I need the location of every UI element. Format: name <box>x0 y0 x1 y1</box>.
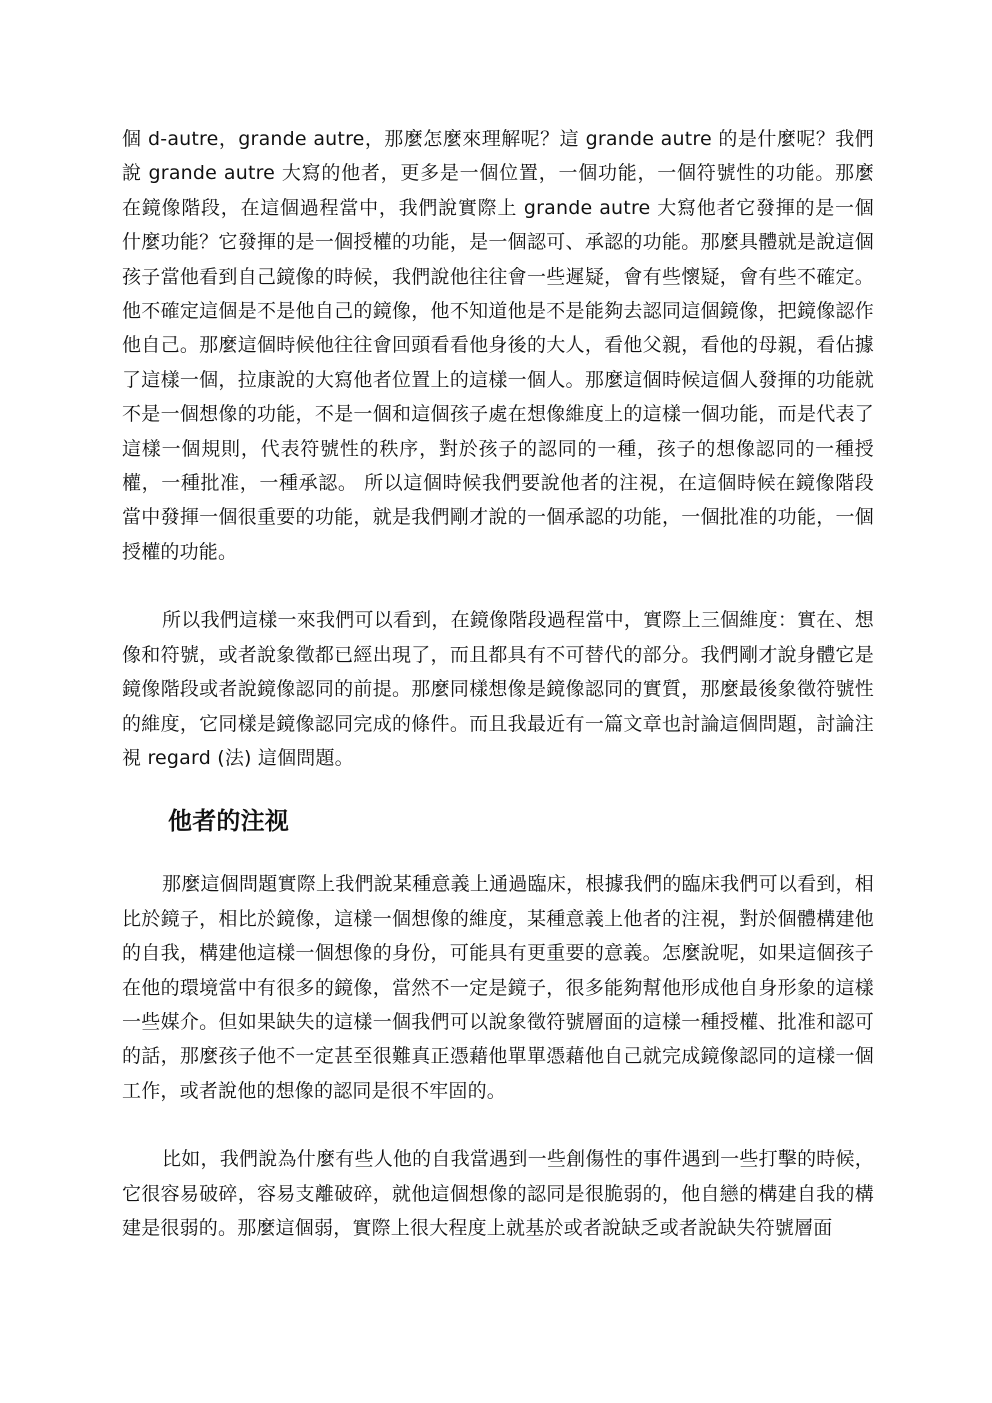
paragraph-gap <box>122 1108 874 1142</box>
section-heading: 他者的注视 <box>168 807 289 836</box>
paragraph-4: 比如，我們說為什麼有些人他的自我當遇到一些創傷性的事件遇到一些打擊的時候，它很容易破碎，容易支離破碎，就他這個想像的認同是很脆弱的，他自戀的構建自我的構建是很弱的。那麼這個弱，實際上很大程度上就基於或者說缺乏或者說缺失符號層面 <box>122 1148 874 1239</box>
document-body <box>122 122 874 1245</box>
paragraph-gap <box>122 569 874 603</box>
paragraph-2: 所以我們這樣一來我們可以看到，在鏡像階段過程當中，實際上三個維度：實在、想像和符號，或者說象徵都已經出現了，而且都具有不可替代的部分。我們剛才說身體它是鏡像階段或者說鏡像認同的前提。那麼同樣想像是鏡像認同的實質，那麼最後象徵符號性的維度，它同樣是鏡像認同完成的條件。而且我最近有一篇文章也討論這個問題，討論注視 regard (法) 這個問題。 <box>122 609 874 769</box>
paragraph-3: 那麼這個問題實際上我們說某種意義上通過臨床，根據我們的臨床我們可以看到，相比於鏡子，相比於鏡像，這樣一個想像的維度，某種意義上他者的注視，對於個體構建他的自我，構建他這樣一個想像的身份，可能具有更重要的意義。怎麼說呢，如果這個孩子在他的環境當中有很多的鏡像，當然不一定是鏡子，很多能夠幫他形成他自身形象的這樣一些媒介。但如果缺失的這樣一個我們可以說象徵符號層面的這樣一種授權、批准和認可的話，那麼孩子他不一定甚至很難真正憑藉他單單憑藉他自己就完成鏡像認同的這樣一個工作，或者說他的想像的認同是很不牢固的。 <box>122 873 874 1102</box>
paragraph-1: 個 d-autre，grande autre，那麼怎麼來理解呢？這 grande autre 的是什麼呢？我們說 grande autre 大寫的他者，更多是一個位置，一個功能，一個符號性的功能。那麼在鏡像階段，在這個過程當中，我們說實際上 grande autre 大寫他者它發揮的是一個什麼功能？它發揮的是一個授權的功能，是一個認可、承認的功能。那麼具體就是說這個孩子當他看到自己鏡像的時候，我們說他往往會一些遲疑，會有些懷疑，會有些不確定。 他不確定這個是不是他自己的鏡像，他不知道他是不是能夠去認同這個鏡像，把鏡像認作他自己。那麼這個時候他往往會回頭看看他身後的大人，看他父親，看他的母親，看佔據了這樣一個，拉康說的大寫他者位置上的這樣一個人。那麼這個時候這個人發揮的功能就不是一個想像的功能，不是一個和這個孩子處在想像維度上的這樣一個功能，而是代表了這樣一個規則，代表符號性的秩序，對於孩子的認同的一種，孩子的想像認同的一種授權，一種批准，一種承認。 所以這個時候我們要說他者的注視，在這個時候在鏡像階段當中發揮一個很重要的功能，就是我們剛才說的一個承認的功能，一個批准的功能，一個授權的功能。 <box>122 128 874 563</box>
